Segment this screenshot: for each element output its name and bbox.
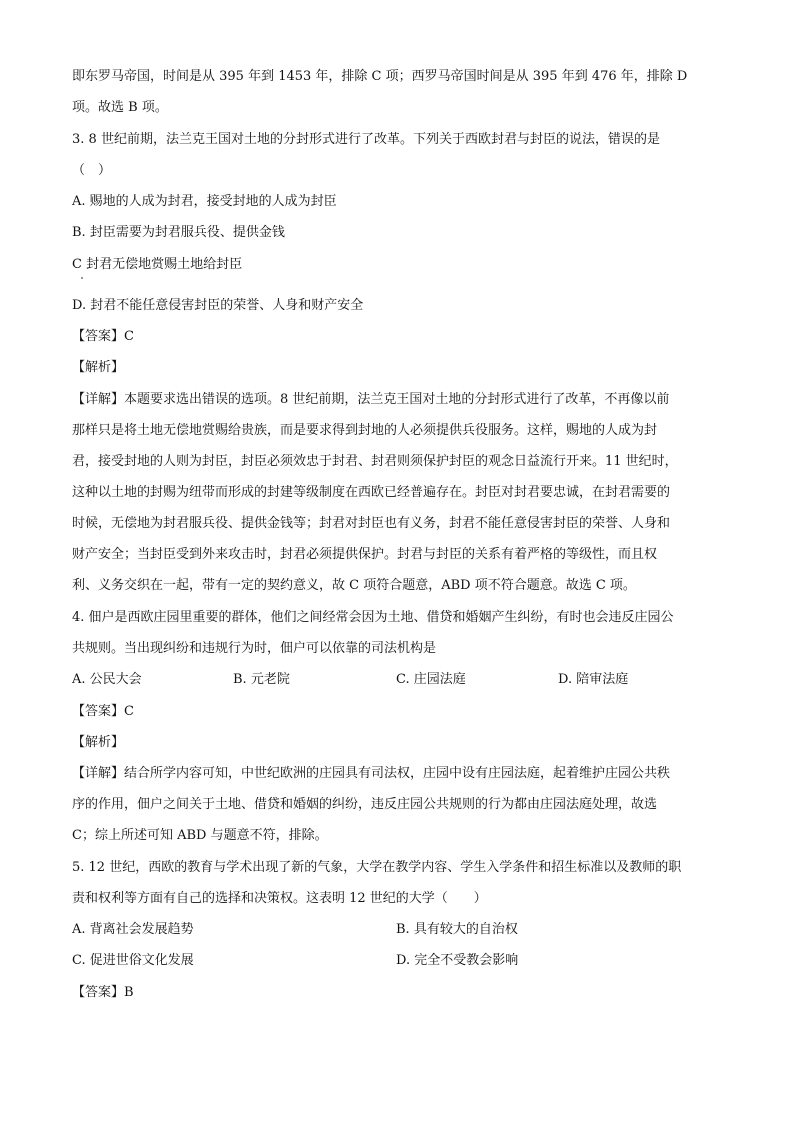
question-4-option-b: B. 元老院 <box>233 672 290 687</box>
explanation-line: 财产安全；当封臣受到外来攻击时，封君必须提供保护。封君与封臣的关系有着严格的等级性，而且权 <box>72 547 658 562</box>
explanation-line: 序的作用，佃户之间关于土地、借贷和婚姻的纠纷，违反庄园公共规则的行为都由庄园法庭处理，故选 <box>72 797 658 812</box>
question-3-option-c: C 封君无偿地赏赐土地给封臣 <box>72 257 243 272</box>
question-4-option-c: C. 庄园法庭 <box>396 672 466 687</box>
explanation-line: 这种以土地的封赐为纽带而形成的封建等级制度在西欧已经普遍存在。封臣对封君要忠诚，在封君需要的 <box>72 485 671 500</box>
question-3-option-d: D. 封君不能任意侵害封臣的荣誉、人身和财产安全 <box>72 298 364 313</box>
question-5-option-b: B. 具有较大的自治权 <box>396 922 518 937</box>
explanation-line: 【详解】本题要求选出错误的选项。8 世纪前期，法兰克王国对土地的分封形式进行了改革，不再像以前 <box>72 392 670 407</box>
question-3-option-b: B. 封臣需要为封君服兵役、提供金钱 <box>72 225 285 240</box>
explanation-line: 利、义务交织在一起，带有一定的契约意义，故 C 项符合题意，ABD 项不符合题意。故选 C 项。 <box>72 578 636 593</box>
question-3-blank: （ ） <box>72 163 112 178</box>
question-5-option-a: A. 背离社会发展趋势 <box>72 922 194 937</box>
question-4-stem: 4. 佃户是西欧庄园里重要的群体，他们之间经常会因为土地、借贷和婚姻产生纠纷，有时也会违反庄园公 <box>72 610 674 625</box>
answer-label: 【答案】C <box>72 704 134 719</box>
explanation-line: 【详解】结合所学内容可知，中世纪欧洲的庄园具有司法权，庄园中设有庄园法庭，起着维护庄园公共秩 <box>72 766 671 781</box>
question-5-option-c: C. 促进世俗文化发展 <box>72 953 194 968</box>
text-line: 项。故选 B 项。 <box>72 100 168 115</box>
question-5-option-d: D. 完全不受教会影响 <box>396 953 519 968</box>
question-3-stem: 3. 8 世纪前期，法兰克王国对土地的分封形式进行了改革。下列关于西欧封君与封臣的说法，错误的是 <box>72 132 660 147</box>
explanation-line: 君，接受封地的人则为封臣，封臣必须效忠于封君、封君则须保护封臣的观念日益流行开来。11 世纪时， <box>72 454 678 469</box>
question-4-option-d: D. 陪审法庭 <box>558 672 629 687</box>
analysis-label: 【解析】 <box>72 735 125 750</box>
explanation-line: 那样只是将土地无偿地赏赐给贵族，而是要求得到封地的人必须提供兵役服务。这样，赐地的人成为封 <box>72 423 658 438</box>
answer-label: 【答案】B <box>72 985 134 1000</box>
question-5-stem: 5. 12 世纪，西欧的教育与学术出现了新的气象，大学在教学内容、学生入学条件和招生标准以及教师的职 <box>72 860 682 875</box>
question-3-option-a: A. 赐地的人成为封君，接受封地的人成为封臣 <box>72 194 337 209</box>
explanation-line: C；综上所述可知 ABD 与题意不符，排除。 <box>72 828 328 843</box>
stray-dot <box>81 277 83 279</box>
text-line: 即东罗马帝国，时间是从 395 年到 1453 年，排除 C 项；西罗马帝国时间是从 395 年到 476 年，排除 D <box>72 69 688 84</box>
explanation-line: 时候，无偿地为封君服兵役、提供金钱等；封君对封臣也有义务，封君不能任意侵害封臣的荣誉、人身和 <box>72 516 671 531</box>
question-4-option-a: A. 公民大会 <box>72 672 142 687</box>
answer-label: 【答案】C <box>72 329 134 344</box>
question-5-stem: 责和权利等方面有自己的选择和决策权。这表明 12 世纪的大学（ ） <box>72 891 487 906</box>
question-4-stem: 共规则。当出现纠纷和违规行为时，佃户可以依靠的司法机构是 <box>72 641 437 656</box>
analysis-label: 【解析】 <box>72 360 125 375</box>
